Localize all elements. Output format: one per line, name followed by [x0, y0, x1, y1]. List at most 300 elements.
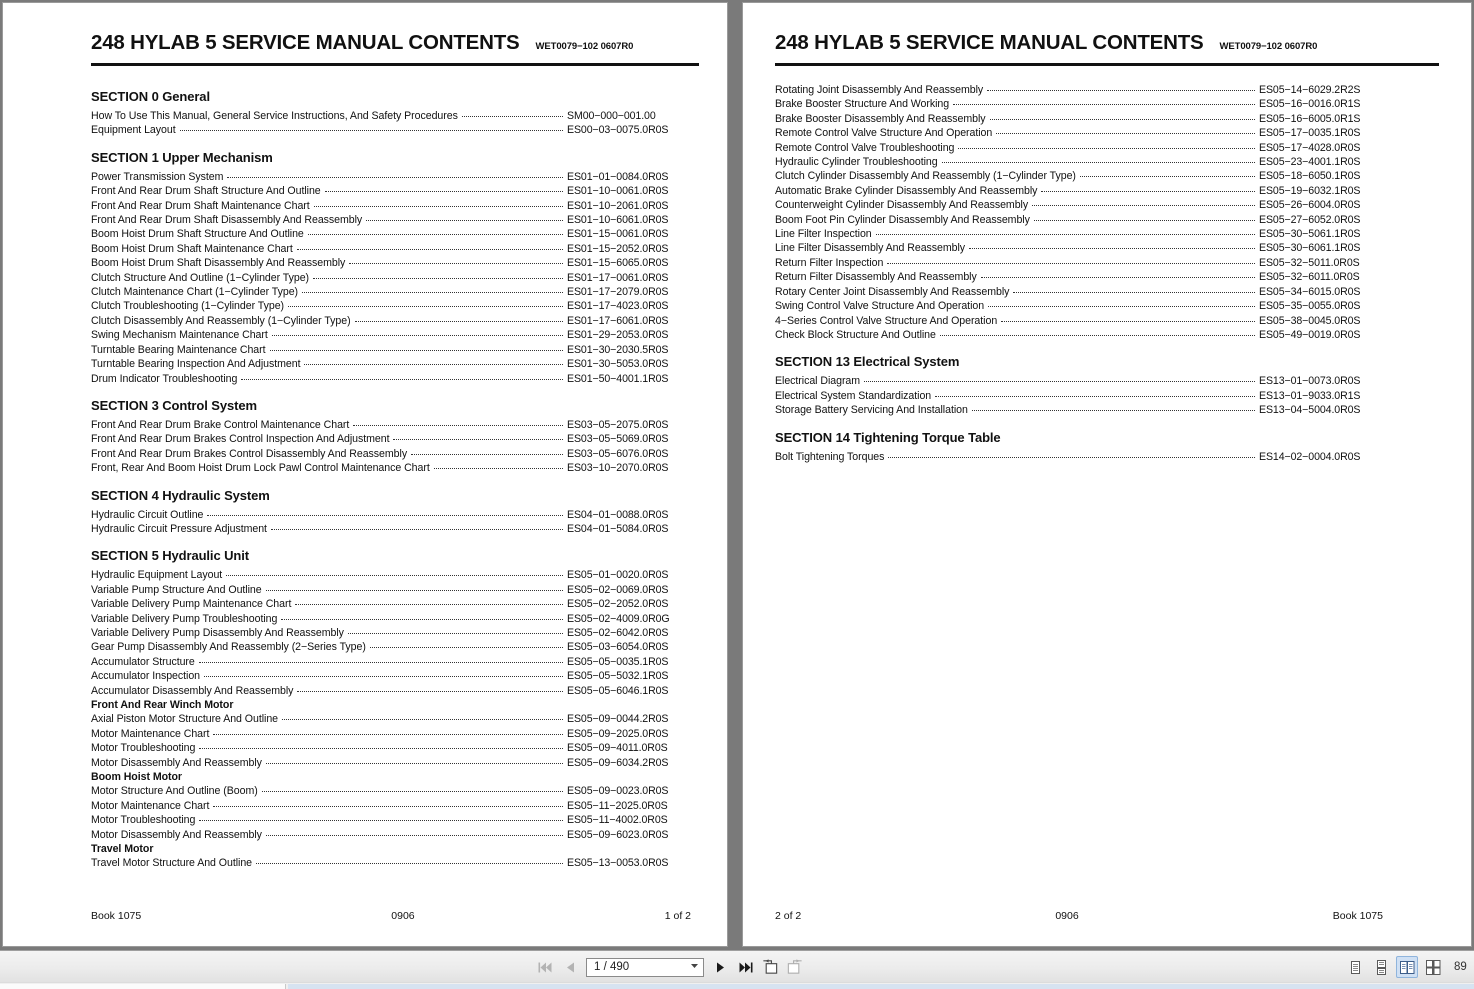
toc-entry-code: ES01−17−2079.0R0S — [567, 286, 669, 299]
toc-entry-code: ES05−09−2025.0R0S — [567, 727, 669, 740]
toc-entry-code: ES05−18−6050.1R0S — [1259, 170, 1361, 183]
toc-leader-dots — [1041, 191, 1255, 192]
toc-entry-label: Boom Foot Pin Cylinder Disassembly And Reassembly — [775, 213, 1030, 226]
toc-entry[interactable] — [775, 169, 1383, 183]
footer-book-number: Book 1075 — [91, 910, 142, 922]
toc-entry-label: Clutch Structure And Outline (1−Cylinder Type) — [91, 271, 310, 284]
toc-entry-label: Front And Rear Drum Shaft Structure And Outline — [91, 185, 321, 198]
toc-entry-label: Automatic Brake Cylinder Disassembly And Reassembly — [775, 184, 1038, 197]
toc-entry-code: ES01−17−4023.0R0S — [567, 300, 669, 313]
first-page-icon[interactable] — [536, 957, 554, 977]
toc-entry-code: ES03−10−2070.0R0S — [567, 462, 669, 475]
toc-entry-code: ES05−05−6046.1R0S — [567, 684, 669, 697]
toc-entry-label: Hydraulic Circuit Outline — [91, 508, 204, 521]
toc-leader-dots — [213, 734, 563, 735]
toc-entry[interactable] — [775, 285, 1383, 299]
toc-entry-label: Brake Booster Disassembly And Reassembly — [775, 112, 986, 125]
toc-leader-dots — [270, 350, 563, 351]
toc-entry-code: ES05−30−5061.1R0S — [1259, 228, 1361, 241]
toc-entry[interactable] — [775, 256, 1383, 270]
toc-entry-label: Electrical Diagram — [775, 375, 861, 388]
toc-leader-dots — [981, 277, 1255, 278]
toc-entry[interactable] — [91, 447, 691, 461]
toc-leader-dots — [213, 806, 563, 807]
toc-entry[interactable] — [775, 227, 1383, 241]
toc-entry-code: ES05−35−0055.0R0S — [1259, 300, 1361, 313]
toc-entry-label: Rotary Center Joint Disassembly And Reassembly — [775, 285, 1010, 298]
two-page-continuous-view-button[interactable] — [1422, 956, 1444, 978]
toc-entry-code: ES14−02−0004.0R0S — [1259, 450, 1361, 463]
toc-entry[interactable] — [91, 314, 691, 328]
toc-entry-code: ES13−04−5004.0R0S — [1259, 404, 1361, 417]
toc-entry-label: Power Transmission System — [91, 170, 224, 183]
toc-entry-label: Front, Rear And Boom Hoist Drum Lock Pawl Control Maintenance Chart — [91, 462, 430, 475]
toc-entry-code: ES01−17−6061.0R0S — [567, 314, 669, 327]
continuous-page-view-button[interactable] — [1370, 956, 1392, 978]
toc-entry-label: Variable Delivery Pump Disassembly And Reassembly — [91, 626, 344, 639]
document-page-left[interactable] — [2, 2, 728, 947]
toc-entry-code: ES05−32−6011.0R0S — [1259, 271, 1360, 284]
toc-entry-label: Front And Rear Drum Shaft Maintenance Chart — [91, 199, 310, 212]
toc-entry[interactable] — [775, 184, 1383, 198]
toc-entry-code: ES01−10−2061.0R0S — [567, 199, 669, 212]
toc-leader-dots — [462, 116, 563, 117]
toc-entry-code: ES05−32−5011.0R0S — [1259, 256, 1360, 269]
toc-entry[interactable] — [775, 97, 1383, 111]
toc-entry-label: Clutch Troubleshooting (1−Cylinder Type) — [91, 300, 285, 313]
toc-entry[interactable] — [91, 756, 691, 770]
zoom-level-value[interactable]: 89 — [1454, 961, 1467, 973]
toc-entry-code: ES05−09−0023.0R0S — [567, 785, 669, 798]
toc-leader-dots — [272, 335, 563, 336]
toc-entry-label: Accumulator Disassembly And Reassembly — [91, 684, 294, 697]
toc-entry-label: Remote Control Valve Structure And Operation — [775, 127, 993, 140]
toc-leader-dots — [297, 249, 563, 250]
toc-entry-label: Equipment Layout — [91, 124, 176, 137]
toc-entry-code: ES05−23−4001.1R0S — [1259, 156, 1361, 169]
toc-entry-code: ES01−10−6061.0R0S — [567, 214, 669, 227]
toc-entry-code: ES04−01−0088.0R0S — [567, 508, 669, 521]
next-view-icon[interactable] — [786, 957, 804, 977]
toc-entry[interactable] — [91, 655, 691, 669]
toc-leader-dots — [876, 234, 1255, 235]
toc-entry-label: Travel Motor Structure And Outline — [91, 857, 253, 870]
toc-entry-label: Boom Hoist Drum Shaft Disassembly And Reassembly — [91, 257, 346, 270]
toc-entry-label: Swing Mechanism Maintenance Chart — [91, 329, 268, 342]
toc-entry-code: ES05−02−4009.0R0G — [567, 612, 670, 625]
toc-entry[interactable] — [91, 109, 691, 123]
header-divider — [91, 63, 699, 66]
toc-entry-label: Storage Battery Servicing And Installation — [775, 404, 968, 417]
toc-entry[interactable] — [91, 227, 691, 241]
toc-entry-code: ES05−30−6061.1R0S — [1259, 242, 1361, 255]
toc-leader-dots — [953, 104, 1255, 105]
toc-entry-label: Motor Disassembly And Reassembly — [91, 756, 262, 769]
toc-entry-code: ES01−15−6065.0R0S — [567, 257, 669, 270]
toc-entry[interactable] — [91, 461, 691, 475]
toc-leader-dots — [313, 278, 563, 279]
toc-leader-dots — [308, 234, 563, 235]
toc-entry[interactable] — [91, 508, 691, 522]
toc-entry-code: ES01−29−2053.0R0S — [567, 329, 669, 342]
toc-entry[interactable] — [91, 357, 691, 371]
toc-entry[interactable] — [775, 270, 1383, 284]
toc-leader-dots — [1013, 292, 1255, 293]
toc-leader-dots — [353, 425, 563, 426]
toc-entry-code: ES05−03−6054.0R0S — [567, 641, 669, 654]
toc-leader-dots — [888, 457, 1255, 458]
toc-entry-code: ES05−13−0053.0R0S — [567, 857, 669, 870]
section-heading: SECTION 13 Electrical System — [775, 354, 960, 370]
toc-entry-label: Front And Rear Drum Shaft Disassembly And Reassembly — [91, 214, 363, 227]
toc-entry-label: Front And Rear Drum Brake Control Maintenance Chart — [91, 418, 350, 431]
toc-entry-code: ES05−49−0019.0R0S — [1259, 328, 1361, 341]
document-code: WET0079−102 0607R0 — [535, 41, 634, 52]
toc-leader-dots — [958, 148, 1255, 149]
toc-leader-dots — [349, 263, 563, 264]
toc-entry-code: ES03−05−6076.0R0S — [567, 447, 669, 460]
toc-entry-label: Variable Pump Structure And Outline — [91, 583, 262, 596]
toc-leader-dots — [355, 321, 563, 322]
toc-leader-dots — [411, 454, 563, 455]
toc-entry-code: ES05−02−6042.0R0S — [567, 626, 669, 639]
toc-leader-dots — [434, 468, 563, 469]
toc-leader-dots — [996, 133, 1255, 134]
toc-entry-code: ES01−50−4001.1R0S — [567, 372, 669, 385]
pdf-toolbar — [0, 950, 1474, 982]
toc-entry-label: Swing Control Valve Structure And Operation — [775, 300, 985, 313]
toc-entry[interactable] — [91, 184, 691, 198]
toc-leader-dots — [180, 130, 563, 131]
toc-entry-code: ES01−10−0061.0R0S — [567, 185, 669, 198]
toc-leader-dots — [282, 719, 563, 720]
toc-entry-label: Remote Control Valve Troubleshooting — [775, 141, 955, 154]
toc-entry-code: ES05−09−6023.0R0S — [567, 828, 669, 841]
toc-entry-label: Motor Maintenance Chart — [91, 727, 210, 740]
toc-entry[interactable] — [775, 374, 1383, 388]
header-divider — [775, 63, 1439, 66]
toc-entry-code: ES01−15−0061.0R0S — [567, 228, 669, 241]
page-number-input[interactable] — [586, 958, 704, 977]
toc-leader-dots — [1080, 176, 1255, 177]
toc-entry[interactable] — [775, 450, 1383, 464]
page-navigation-group — [536, 951, 804, 983]
toc-entry-code: ES01−30−5053.0R0S — [567, 358, 669, 371]
toc-entry-code: SM00−000−001.00 — [567, 110, 656, 122]
toc-entry[interactable] — [91, 583, 691, 597]
toc-entry-label: Motor Structure And Outline (Boom) — [91, 785, 258, 798]
toc-entry-label: How To Use This Manual, General Service Instructions, And Safety Procedures — [91, 110, 458, 122]
page-footer-left — [91, 910, 691, 922]
footer-page-count: 1 of 2 — [664, 910, 691, 922]
toc-entry-code: ES05−02−0069.0R0S — [567, 583, 669, 596]
footer-date-code: 0906 — [391, 910, 415, 922]
toc-entry-code: ES13−01−9033.0R1S — [1259, 389, 1361, 402]
footer-book-number: Book 1075 — [1332, 910, 1383, 922]
toc-leader-dots — [864, 381, 1255, 382]
toc-leader-dots — [302, 292, 563, 293]
footer-page-count: 2 of 2 — [775, 910, 802, 922]
toc-entry[interactable] — [775, 83, 1383, 97]
toc-entry[interactable] — [91, 741, 691, 755]
toc-entry[interactable] — [775, 141, 1383, 155]
scrollbar-track[interactable] — [0, 984, 286, 989]
footer-date-code: 0906 — [1055, 910, 1079, 922]
toc-entry[interactable] — [91, 712, 691, 726]
toc-entry-label: Variable Delivery Pump Troubleshooting — [91, 612, 278, 625]
toc-entry[interactable] — [91, 372, 691, 386]
toc-entry-code: ES00−03−0075.0R0S — [567, 124, 669, 137]
toc-entry-label: Counterweight Cylinder Disassembly And Reassembly — [775, 199, 1029, 212]
toc-entry-label: Return Filter Inspection — [775, 256, 884, 269]
toc-entry-label: Rotating Joint Disassembly And Reassembly — [775, 84, 984, 96]
toc-leader-dots — [972, 410, 1255, 411]
toc-leader-dots — [887, 263, 1255, 264]
section-heading: SECTION 0 General — [91, 89, 210, 104]
toc-entry[interactable] — [91, 242, 691, 256]
page-header-left — [3, 3, 727, 55]
toc-entry[interactable] — [91, 784, 691, 798]
toc-entry-code: ES01−30−2030.5R0S — [567, 343, 669, 356]
section-heading: SECTION 14 Tightening Torque Table — [775, 429, 1001, 445]
toc-leader-dots — [1034, 220, 1255, 221]
toc-entry-code: ES05−19−6032.1R0S — [1259, 184, 1361, 197]
toc-entry[interactable] — [775, 126, 1383, 140]
toc-entry-label: Line Filter Disassembly And Reassembly — [775, 242, 966, 255]
toc-entry[interactable] — [775, 403, 1383, 417]
page-footer-right — [775, 910, 1383, 922]
toc-leader-dots — [987, 90, 1255, 91]
toc-entry-code: ES05−26−6004.0R0S — [1259, 199, 1361, 212]
subgroup-heading: Boom Hoist Motor — [91, 771, 183, 784]
toc-leader-dots — [990, 119, 1255, 120]
toc-leader-dots — [266, 835, 563, 836]
toc-entry-code: ES05−05−5032.1R0S — [567, 670, 669, 683]
toc-entry-label: Accumulator Structure — [91, 655, 195, 668]
toc-entry-label: Hydraulic Cylinder Troubleshooting — [775, 156, 938, 169]
toc-leader-dots — [393, 439, 563, 440]
toc-leader-dots — [204, 676, 563, 677]
toc-entry[interactable] — [91, 343, 691, 357]
toc-leader-dots — [227, 177, 563, 178]
previous-view-icon[interactable] — [761, 957, 779, 977]
page-title: 248 HYLAB 5 SERVICE MANUAL CONTENTS — [91, 31, 520, 54]
toc-entry-code: ES05−17−0035.1R0S — [1259, 127, 1361, 140]
toc-entry[interactable] — [775, 328, 1383, 342]
toc-entry[interactable] — [91, 856, 691, 870]
toc-entry-code: ES05−27−6052.0R0S — [1259, 213, 1361, 226]
toc-entry-code: ES05−38−0045.0R0S — [1259, 314, 1361, 327]
toc-entry-label: Accumulator Inspection — [91, 670, 201, 683]
page-number-value: 1 / 490 — [594, 961, 630, 973]
toc-entry-label: Front And Rear Drum Brakes Control Inspection And Adjustment — [91, 433, 390, 446]
toc-entry[interactable] — [91, 597, 691, 611]
single-page-view-button[interactable] — [1344, 956, 1366, 978]
toc-entry-label: Variable Delivery Pump Maintenance Chart — [91, 598, 292, 611]
toc-entry-code: ES05−11−4002.0R0S — [567, 814, 668, 827]
toc-leader-dots — [935, 396, 1255, 397]
toc-entry-label: Motor Disassembly And Reassembly — [91, 828, 262, 841]
toc-entry[interactable] — [775, 198, 1383, 212]
toc-entry-code: ES05−17−4028.0R0S — [1259, 141, 1361, 154]
toc-entry-label: Motor Troubleshooting — [91, 742, 196, 755]
toc-leader-dots — [297, 691, 563, 692]
toc-entry[interactable] — [91, 299, 691, 313]
toc-entry-code: ES03−05−5069.0R0S — [567, 433, 669, 446]
toc-leader-dots — [199, 748, 563, 749]
toc-entry-code: ES04−01−5084.0R0S — [567, 522, 669, 535]
scrollbar-thumb[interactable] — [288, 984, 1474, 989]
toc-entry[interactable] — [91, 813, 691, 827]
toc-entry[interactable] — [91, 418, 691, 432]
toc-entry-label: Front And Rear Drum Brakes Control Disassembly And Reassembly — [91, 447, 408, 460]
toc-leader-dots — [1001, 321, 1255, 322]
section-heading: SECTION 3 Control System — [91, 397, 257, 413]
toc-entry-label: Hydraulic Circuit Pressure Adjustment — [91, 522, 267, 535]
toc-entry-code: ES01−15−2052.0R0S — [567, 242, 669, 255]
toc-entry[interactable] — [91, 612, 691, 626]
toc-entry-label: Bolt Tightening Torques — [775, 450, 885, 463]
toc-entry-code: ES05−02−2052.0R0S — [567, 598, 669, 611]
toc-entry-label: Clutch Maintenance Chart (1−Cylinder Type) — [91, 286, 299, 299]
toc-leader-dots — [304, 364, 563, 365]
toc-leader-dots — [207, 515, 563, 516]
toc-entry-code: ES05−05−0035.1R0S — [567, 655, 669, 668]
toc-entry-code: ES05−01−0020.0R0S — [567, 569, 669, 582]
toc-entry-label: Motor Maintenance Chart — [91, 799, 210, 812]
toc-leader-dots — [288, 306, 563, 307]
toc-entry[interactable] — [91, 213, 691, 227]
toc-entry[interactable] — [91, 328, 691, 342]
toc-entry[interactable] — [91, 170, 691, 184]
chevron-down-icon[interactable] — [689, 960, 700, 974]
toc-entry[interactable] — [775, 299, 1383, 313]
toc-entry-code: ES05−16−0016.0R1S — [1259, 98, 1361, 111]
toc-entry-code: ES05−09−4011.0R0S — [567, 742, 668, 755]
toc-entry-label: Return Filter Disassembly And Reassembly — [775, 271, 977, 284]
toc-entry[interactable] — [91, 727, 691, 741]
toc-entry[interactable] — [91, 669, 691, 683]
toc-entry[interactable] — [91, 271, 691, 285]
toc-entry-label: Turntable Bearing Maintenance Chart — [91, 343, 266, 356]
toc-entry-label: Clutch Cylinder Disassembly And Reassembly (1−Cylinder Type) — [775, 170, 1076, 183]
toc-leader-dots — [988, 306, 1255, 307]
toc-entry-code: ES05−11−2025.0R0S — [567, 799, 668, 812]
toc-leader-dots — [969, 248, 1255, 249]
toc-entry-label: Gear Pump Disassembly And Reassembly (2−Series Type) — [91, 641, 366, 654]
toc-list-right — [775, 83, 1383, 886]
toc-entry[interactable] — [91, 522, 691, 536]
previous-page-icon[interactable] — [561, 957, 579, 977]
toc-entry[interactable] — [775, 112, 1383, 126]
toc-entry-code: ES05−09−0044.2R0S — [567, 713, 669, 726]
toc-leader-dots — [348, 633, 563, 634]
page-title: 248 HYLAB 5 SERVICE MANUAL CONTENTS — [775, 31, 1204, 54]
toc-list-left — [91, 83, 691, 886]
section-heading: SECTION 5 Hydraulic Unit — [91, 548, 249, 564]
toc-entry-code: ES05−34−6015.0R0S — [1259, 285, 1361, 298]
section-heading: SECTION 4 Hydraulic System — [91, 487, 270, 503]
horizontal-scrollbar[interactable] — [0, 982, 1474, 989]
toc-leader-dots — [295, 604, 563, 605]
toc-leader-dots — [314, 206, 563, 207]
toc-entry-label: Clutch Disassembly And Reassembly (1−Cylinder Type) — [91, 314, 351, 327]
toc-entry-code: ES05−16−6005.0R1S — [1259, 112, 1361, 125]
toc-entry[interactable] — [91, 799, 691, 813]
toc-leader-dots — [256, 863, 563, 864]
toc-entry-code: ES13−01−0073.0R0S — [1259, 375, 1361, 388]
subgroup-heading: Front And Rear Winch Motor — [91, 699, 234, 711]
toc-leader-dots — [199, 662, 563, 663]
toc-leader-dots — [370, 647, 563, 648]
toc-entry-code: ES01−01−0084.0R0S — [567, 170, 669, 183]
page-header-right — [743, 3, 1471, 55]
toc-entry-label: Axial Piston Motor Structure And Outline — [91, 713, 279, 726]
toc-entry[interactable] — [775, 314, 1383, 328]
view-mode-group — [1344, 951, 1474, 983]
toc-leader-dots — [325, 191, 563, 192]
subgroup-heading: Travel Motor — [91, 843, 154, 856]
toc-leader-dots — [199, 820, 563, 821]
toc-entry[interactable] — [91, 640, 691, 654]
toc-leader-dots — [266, 763, 563, 764]
toc-entry-label: Boom Hoist Drum Shaft Maintenance Chart — [91, 242, 293, 255]
toc-entry[interactable] — [91, 626, 691, 640]
document-page-right[interactable] — [742, 2, 1472, 947]
toc-leader-dots — [271, 529, 563, 530]
toc-entry[interactable] — [91, 256, 691, 270]
toc-entry-label: 4−Series Control Valve Structure And Operation — [775, 314, 998, 327]
toc-leader-dots — [281, 619, 563, 620]
toc-leader-dots — [241, 379, 563, 380]
toc-entry[interactable] — [91, 432, 691, 446]
toc-entry[interactable] — [91, 123, 691, 137]
toc-leader-dots — [1032, 205, 1255, 206]
next-page-icon[interactable] — [711, 957, 729, 977]
toc-entry-code: ES05−09−6034.2R0S — [567, 756, 669, 769]
toc-entry-label: Turntable Bearing Inspection And Adjustment — [91, 358, 301, 371]
toc-entry-label: Electrical System Standardization — [775, 389, 932, 402]
toc-entry-label: Brake Booster Structure And Working — [775, 98, 950, 111]
toc-entry[interactable] — [775, 213, 1383, 227]
toc-entry[interactable] — [91, 568, 691, 582]
toc-leader-dots — [262, 791, 563, 792]
toc-entry-label: Check Block Structure And Outline — [775, 328, 936, 341]
toc-entry[interactable] — [91, 285, 691, 299]
toc-entry[interactable] — [775, 389, 1383, 403]
toc-entry-code: ES03−05−2075.0R0S — [567, 418, 669, 431]
toc-entry[interactable] — [91, 199, 691, 213]
toc-leader-dots — [366, 220, 563, 221]
section-heading: SECTION 1 Upper Mechanism — [91, 149, 273, 165]
toc-entry-label: Motor Troubleshooting — [91, 814, 196, 827]
toc-entry-label: Hydraulic Equipment Layout — [91, 569, 223, 582]
toc-entry[interactable] — [91, 828, 691, 842]
toc-leader-dots — [226, 575, 563, 576]
toc-entry-label: Boom Hoist Drum Shaft Structure And Outline — [91, 228, 304, 241]
toc-entry-label: Line Filter Inspection — [775, 228, 872, 241]
two-page-view-button[interactable] — [1396, 956, 1418, 978]
toc-entry[interactable] — [775, 155, 1383, 169]
toc-entry-code: ES05−14−6029.2R2S — [1259, 84, 1361, 96]
last-page-icon[interactable] — [736, 957, 754, 977]
toc-leader-dots — [266, 590, 563, 591]
toc-leader-dots — [940, 335, 1255, 336]
toc-entry[interactable] — [91, 684, 691, 698]
document-code: WET0079−102 0607R0 — [1219, 41, 1318, 52]
toc-entry-code: ES01−17−0061.0R0S — [567, 271, 669, 284]
toc-entry[interactable] — [775, 241, 1383, 255]
